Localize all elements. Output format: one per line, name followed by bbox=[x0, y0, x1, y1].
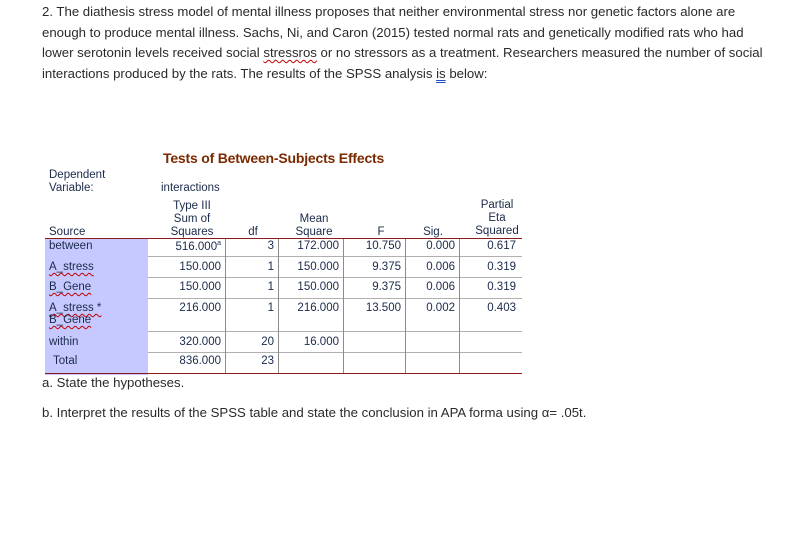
cell-sig: 0.006 bbox=[426, 261, 455, 273]
question-intro bbox=[42, 2, 767, 84]
cell-ms: 216.000 bbox=[297, 302, 339, 314]
header-ss-line2: Sum of bbox=[173, 213, 211, 225]
bottom-rule bbox=[45, 373, 522, 374]
cell-sig: 0.002 bbox=[426, 302, 455, 314]
cell-ss: 320.000 bbox=[179, 336, 221, 348]
cell-eta: 0.319 bbox=[487, 281, 516, 293]
spss-anova-table bbox=[45, 195, 522, 375]
grammar-flag-word: is bbox=[436, 65, 446, 81]
row-divider bbox=[148, 331, 522, 332]
col-divider bbox=[225, 239, 226, 373]
dependent-label-line1: Dependent bbox=[49, 169, 106, 181]
cell-eta: 0.617 bbox=[487, 240, 516, 252]
cell-f: 10.750 bbox=[365, 240, 401, 252]
cell-ss: 836.000 bbox=[179, 355, 221, 367]
cell-sig: 0.000 bbox=[426, 240, 455, 252]
cell-ms: 150.000 bbox=[297, 261, 339, 273]
cell-df: 20 bbox=[261, 336, 274, 348]
question-a: a. State the hypotheses. bbox=[42, 375, 185, 390]
footnote-marker: a bbox=[217, 240, 221, 247]
cell-eta: 0.319 bbox=[487, 261, 516, 273]
row-source-between: between bbox=[49, 240, 93, 252]
row-source-b-gene: B_Gene bbox=[49, 281, 92, 293]
header-ms-line2: Square bbox=[295, 226, 333, 238]
cell-f: 9.375 bbox=[372, 281, 401, 293]
cell-df: 1 bbox=[267, 281, 274, 293]
question-b: b. Interpret the results of the SPSS table and state the conclusion in APA forma using α= .05t. bbox=[42, 405, 587, 420]
header-sig: Sig. bbox=[423, 226, 443, 238]
dependent-variable-label bbox=[49, 169, 105, 195]
header-source: Source bbox=[49, 226, 86, 238]
col-divider bbox=[459, 239, 460, 373]
header-mean-square bbox=[289, 213, 339, 239]
header-ms-line1: Mean bbox=[299, 213, 329, 225]
header-rule bbox=[45, 238, 522, 239]
header-f: F bbox=[377, 226, 385, 238]
row-divider bbox=[148, 298, 522, 299]
intro-text-2: or no stressors as a treatment. Researchers measured the number of social interactions produced by the rats. The results of the SPSS analysis bbox=[42, 45, 763, 81]
cell-ms: 16.000 bbox=[303, 336, 339, 348]
row-divider bbox=[148, 352, 522, 353]
col-divider bbox=[278, 239, 279, 373]
dependent-label-line2: Variable: bbox=[49, 182, 94, 194]
cell-ss: 150.000 bbox=[179, 261, 221, 273]
cell-df: 1 bbox=[267, 261, 274, 273]
header-ss-line3: Squares bbox=[170, 226, 214, 238]
row-source-within: within bbox=[49, 336, 79, 348]
header-df: df bbox=[248, 226, 258, 238]
row-source-total: Total bbox=[53, 355, 78, 367]
row-source-a-stress: A_stress bbox=[49, 261, 94, 273]
interaction-line2: B_Gene bbox=[49, 314, 92, 326]
header-sum-of-squares bbox=[159, 200, 225, 239]
header-eta-line1: Partial bbox=[480, 199, 514, 211]
header-eta-line3: Squared bbox=[475, 225, 519, 237]
header-eta-line2: Eta bbox=[488, 212, 506, 224]
row-divider bbox=[148, 256, 522, 257]
intro-text-1: 2. The diathesis stress model of mental illness proposes that neither environmental stress nor genetic factors alone are enough to produce mental illness. Sachs, Ni, and Caron (2015) tested normal rats and genetically modified rats who had lower serotonin levels received social bbox=[42, 4, 744, 60]
cell-eta: 0.403 bbox=[487, 302, 516, 314]
cell-f: 13.500 bbox=[365, 302, 401, 314]
cell-f: 9.375 bbox=[372, 261, 401, 273]
cell-ms: 150.000 bbox=[297, 281, 339, 293]
cell-ss-value: 516.000 bbox=[175, 240, 218, 253]
header-ss-line1: Type III bbox=[173, 200, 211, 212]
col-divider bbox=[405, 239, 406, 373]
cell-df: 23 bbox=[261, 355, 274, 367]
misspelled-word: stressros bbox=[263, 45, 317, 60]
spss-table-title: Tests of Between-Subjects Effects bbox=[163, 150, 385, 166]
row-source-interaction bbox=[49, 302, 101, 326]
cell-ss: 216.000 bbox=[179, 302, 221, 314]
cell-ss bbox=[159, 240, 221, 253]
col-divider bbox=[343, 239, 344, 373]
cell-ss: 150.000 bbox=[179, 281, 221, 293]
cell-df: 3 bbox=[267, 240, 274, 252]
cell-ms: 172.000 bbox=[297, 240, 339, 252]
header-partial-eta bbox=[475, 199, 519, 238]
row-divider bbox=[148, 277, 522, 278]
cell-df: 1 bbox=[267, 302, 274, 314]
dependent-variable-value: interactions bbox=[161, 182, 220, 194]
intro-text-3: below: bbox=[445, 65, 488, 81]
interaction-line1: A_stress * bbox=[49, 302, 102, 314]
cell-sig: 0.006 bbox=[426, 281, 455, 293]
